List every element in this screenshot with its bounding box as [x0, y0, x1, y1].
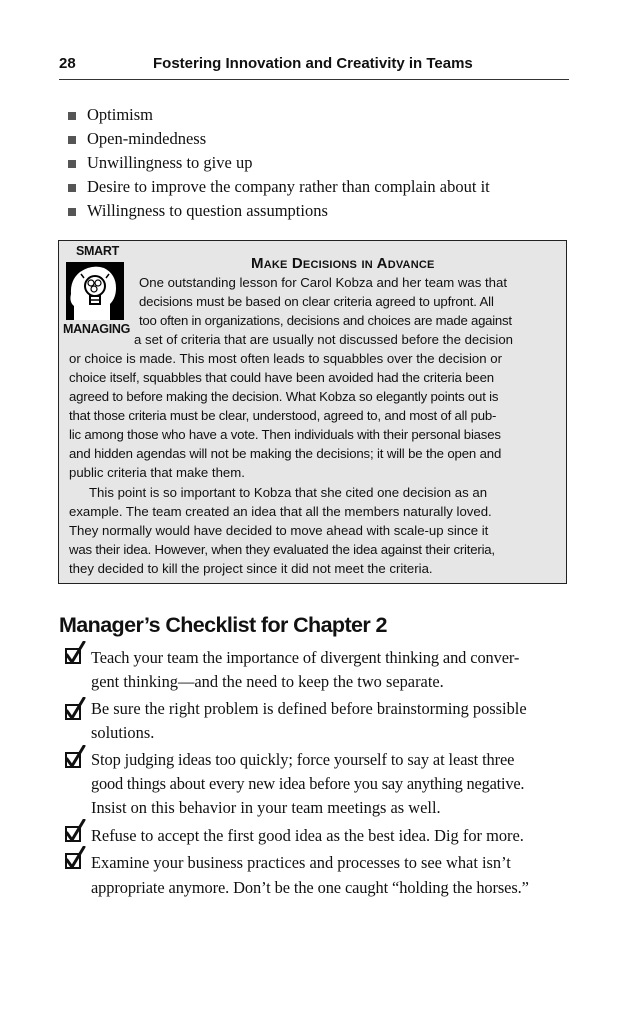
page-number: 28 — [59, 55, 76, 72]
list-item: Optimism — [68, 103, 490, 127]
sidebar-text-line: One outstanding lesson for Carol Kobza and her team was that — [139, 275, 508, 290]
square-bullet-icon — [68, 112, 76, 120]
sidebar-text-line: they decided to kill the project since it did not meet the criteria. — [69, 561, 433, 576]
checklist-line: solutions. — [91, 723, 155, 742]
square-bullet-icon — [68, 184, 76, 192]
sidebar-text-line: and hidden agendas will not be making the decisions; it will be the open and — [69, 446, 502, 461]
sidebar-text-line: or choice is made. This most often leads to squabbles over the decision or — [69, 351, 502, 366]
bullet-list — [68, 103, 490, 223]
sidebar-text-line: too often in organizations, decisions and choices are made against — [139, 313, 512, 328]
checkbox-checked-icon — [64, 745, 88, 771]
checklist-line: good things about every new idea before you say anything negative. — [91, 774, 525, 793]
checkbox-checked-icon — [64, 697, 88, 723]
sidebar-text-line: was their idea. However, when they evaluated the idea against their criteria, — [69, 542, 495, 557]
running-header — [59, 55, 569, 80]
sidebar-label-managing: MANAGING — [63, 322, 131, 336]
lightbulb-head-icon — [66, 262, 124, 320]
checklist-line: Examine your business practices and processes to see what isn’t — [91, 853, 511, 872]
sidebar-text-line: This point is so important to Kobza that she cited one decision as an — [89, 485, 488, 500]
checklist-line: Be sure the right problem is defined before brainstorming possible — [91, 699, 527, 718]
checkbox-checked-icon — [64, 819, 88, 845]
checkbox-checked-icon — [64, 846, 88, 872]
list-item: Unwillingness to give up — [68, 151, 490, 175]
sidebar-text-line: a set of criteria that are usually not discussed before the decision — [134, 332, 513, 347]
checklist-line: Stop judging ideas too quickly; force yourself to say at least three — [91, 750, 515, 769]
checklist-line: Refuse to accept the first good idea as the best idea. Dig for more. — [91, 826, 524, 845]
sidebar-title: Make Decisions in Advance — [251, 255, 435, 272]
list-item: Willingness to question assumptions — [68, 199, 490, 223]
square-bullet-icon — [68, 136, 76, 144]
checklist-line: gent thinking—and the need to keep the two separate. — [91, 672, 444, 691]
running-title: Fostering Innovation and Creativity in Teams — [153, 55, 473, 72]
sidebar-text-line: public criteria that make them. — [69, 465, 245, 480]
sidebar-text-line: decisions must be based on clear criteria agreed to upfront. All — [139, 294, 494, 309]
sidebar-label-smart: SMART — [76, 244, 119, 258]
list-item: Desire to improve the company rather than complain about it — [68, 175, 490, 199]
checklist-line: Insist on this behavior in your team meetings as well. — [91, 798, 441, 817]
checklist-line: appropriate anymore. Don’t be the one caught “holding the horses.” — [91, 878, 529, 897]
checklist-heading: Manager’s Checklist for Chapter 2 — [59, 613, 387, 637]
square-bullet-icon — [68, 160, 76, 168]
sidebar-text-line: choice itself, squabbles that could have been avoided had the criteria been — [69, 370, 494, 385]
sidebar-text-line: lic among those who have a vote. Then individuals with their personal biases — [69, 427, 501, 442]
sidebar-text-line: They normally would have decided to move ahead with scale-up since it — [69, 523, 489, 538]
list-item: Open-mindedness — [68, 127, 490, 151]
checklist-line: Teach your team the importance of divergent thinking and conver- — [91, 648, 520, 667]
sidebar-text-line: agreed to before making the decision. What Kobza so elegantly points out is — [69, 389, 499, 404]
checkbox-checked-icon — [64, 641, 88, 667]
sidebar-text-line: that those criteria must be clear, understood, agreed to, and most of all pub- — [69, 408, 497, 423]
square-bullet-icon — [68, 208, 76, 216]
sidebar-text-line: example. The team created an idea that all the members naturally loved. — [69, 504, 492, 519]
